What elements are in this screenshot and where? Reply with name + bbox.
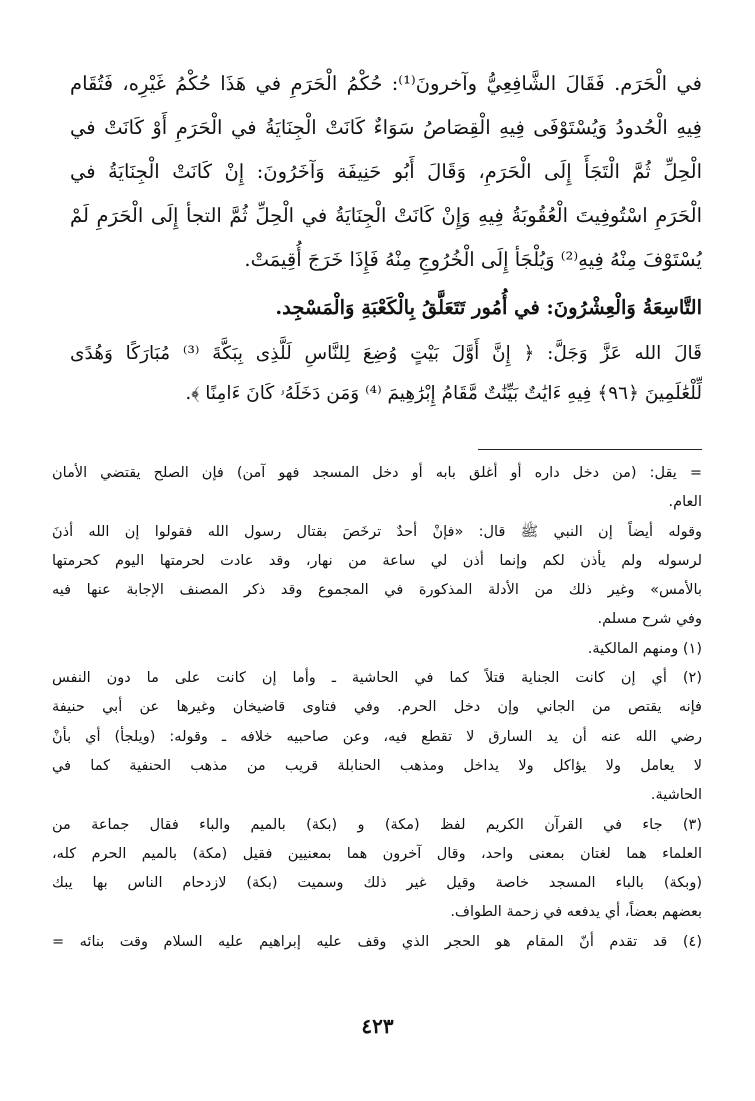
footnote-line: (٣) جاء في القرآن الكريم لفظ (مكة) و (بكة) بالميم والباء فقال جماعة من xyxy=(52,816,702,833)
footnote-line: بالأمس» وغير ذلك من الأدلة المذكورة في المجموع وقد ذكر المصنف الإجابة عنها فيه xyxy=(52,582,702,599)
footnote-line: (٤) قد تقدم أنّ المقام هو الحجر الذي وقف عليه إبراهيم عليه السلام وقت بنائه = xyxy=(52,933,702,950)
footnote-line: (١) ومنهم المالكية. xyxy=(587,640,702,657)
footnote-line: وفي شرح مسلم. xyxy=(597,611,702,628)
footnote-line: فإنه يقتص من الجاني وإن دخل الحرم. وفي فتاوى قاضيخان وغيرها عن أبي حنيفة xyxy=(52,699,702,716)
footnote-line: العلماء هما لغتان بمعنى واحد، وقال آخرون هما بمعنيين فقيل (مكة) بالميم الحرم كله، xyxy=(52,845,702,862)
quran-verse-line: قَالَ الله عَزَّ وَجَلَّ: ﴿ إِنَّ أَوَّلَ بَيْتٍ وُضِعَ لِلنَّاسِ لَلَّذِى بِبَكَّةَ ⁽³⁾ مُبَارَكًا وَهُدًى xyxy=(70,343,702,364)
footnote-separator xyxy=(478,449,702,450)
footnote-line: لا يعامل ولا يؤاكل ولا يداخل ومذهب الحنابلة قريب من مذهب الحنفية كما في xyxy=(52,757,702,774)
main-text-line: الْحَرَمِ اسْتُوفِيتَ الْعُقُوبَةُ فِيهِ وَإِنْ كَانَتْ الْجِنَايَةُ في الْحِلِّ ثُمَّ التجأ إِلَى الْحَرَمِ لَمْ xyxy=(70,204,702,227)
footnote-line: رضي الله عنه أن يد السارق لا تقطع فيه، وعن صاحبيه خلافه ـ وقوله: (ويلجأ) أي بأنْ xyxy=(52,728,702,745)
footnote-line: (وبكة) بالباء المسجد خاصة وقيل غير ذلك وسميت (بكة) لازدحام الناس بها يبك xyxy=(52,875,702,892)
footnotes xyxy=(52,459,702,957)
footnote-line: الحاشية. xyxy=(650,787,702,804)
footnote-line: العام. xyxy=(668,494,702,511)
footnote-line: (٢) أي إن كانت الجناية قتلاً كما في الحاشية ـ وأما إن كانت على ما دون النفس xyxy=(52,670,702,687)
footnote-line: = يقل: (من دخل داره أو أغلق بابه أو دخل المسجد فهو آمن) فإن الصلح يقتضي الأمان xyxy=(52,465,702,481)
main-text xyxy=(70,62,702,282)
quran-verse-line: لِّلْعَٰلَمِينَ ﴿٩٦﴾ فِيهِ ءَايَٰتٌ بَيِّنَٰتٌ مَّقَامُ إِبْرَٰهِيمَ ⁽⁴⁾ وَمَن دَخَلَهُۥ كَانَ ءَامِنًا ﴾. xyxy=(185,383,702,404)
footnote-line: لرسوله ولم يأذن لكم وإنما أذن لي ساعة من نهار، وقد عادت لحرمتها اليوم كحرمتها xyxy=(52,552,702,569)
quran-verse xyxy=(70,334,702,414)
page-number: ٤٢٣ xyxy=(361,1014,394,1038)
footnote-line: بعضهم بعضاً، أي يدفعه في زحمة الطواف. xyxy=(450,904,702,921)
main-text-line: في الْحَرَم. فَقَالَ الشَّافِعِيُّ وآخرونَ⁽¹⁾: حُكْمُ الْحَرَمِ في هَذَا حُكْمُ غَيْرِه، فَتُقَام xyxy=(70,72,702,95)
main-text-line: يُسْتَوْفَ مِنْهُ فِيهِ⁽²⁾ وَيُلْجَأ إِلَى الْخُرُوجِ مِنْهُ فَإِذَا خَرَجَ أُقِيمَتْ. xyxy=(244,248,702,271)
footnote-line: وقوله أيضاً إن النبي ﷺ قال: «فإنْ أحدٌ ترخَصَ بقتال رسول الله فقولوا إن الله أذنَ xyxy=(52,523,702,540)
section-heading: التَّاسِعَةُ وَالْعِشْرُونَ: في أُمُور تَتَعَلَّقُ بِالْكَعْبَةِ وَالْمَسْجِد. xyxy=(275,296,702,319)
main-text-line: فِيهِ الْحُدودُ وَيُسْتَوْفَى فِيهِ الْقِصَاصُ سَوَاءٌ كَانَتْ الْجِنَايَةُ في الْحَرَمِ أَوْ كَانَتْ في xyxy=(70,116,702,139)
main-text-line: الْحِلِّ ثُمَّ الْتَجَأَ إِلَى الْحَرَمِ، وَقَالَ أَبُو حَنِيفَة وَآخَرُونَ: إِنْ كَانَتْ الْجِنَايَةُ في xyxy=(70,160,702,183)
